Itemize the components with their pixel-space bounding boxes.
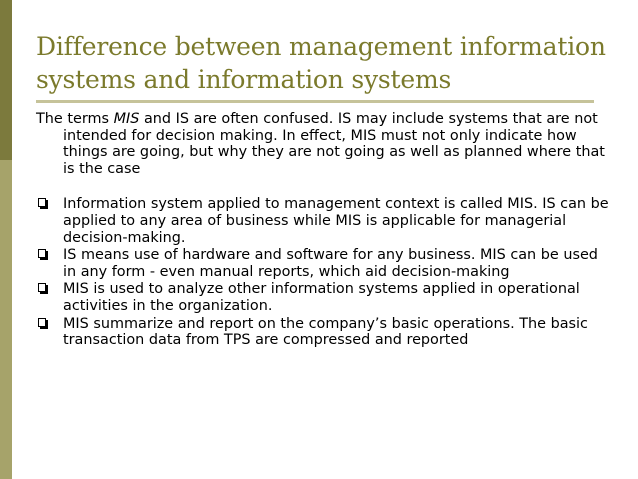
slide-body [36,111,611,350]
list-item [36,281,611,314]
square-bullet-icon [38,283,46,292]
bullet-text: MIS is used to analyze other information systems applied in operational activities in the organization. [63,281,580,314]
intro-text-rest: and IS are often confused. IS may include systems that are not intended for decision making. In effect, MIS must not only indicate how things are going, but why they are not going as well as planned where that is the case [63,111,605,177]
square-bullet-icon [38,198,46,207]
title-divider [36,100,594,103]
intro-emphasis: MIS [113,111,140,127]
left-accent-bar-top [0,0,12,160]
intro-text-start: The terms [36,111,114,127]
title-line-1: Difference between management information [36,32,606,61]
square-bullet-icon [38,318,46,327]
slide-title [36,30,616,96]
square-bullet-icon [38,249,46,258]
title-line-2: systems and information systems [36,65,452,94]
list-item [36,316,611,349]
bullet-list [36,196,611,348]
bullet-text: IS means use of hardware and software for any business. MIS can be used in any form - even manual reports, which aid decision-making [63,247,598,280]
intro-paragraph [36,111,611,177]
bullet-text: MIS summarize and report on the company’s basic operations. The basic transaction data from TPS are compressed and reported [63,315,588,349]
bullet-text: Information system applied to management context is called MIS. IS can be applied to any area of business while MIS is applicable for managerial decision-making. [63,196,609,246]
list-item [36,247,611,280]
list-item [36,196,611,246]
